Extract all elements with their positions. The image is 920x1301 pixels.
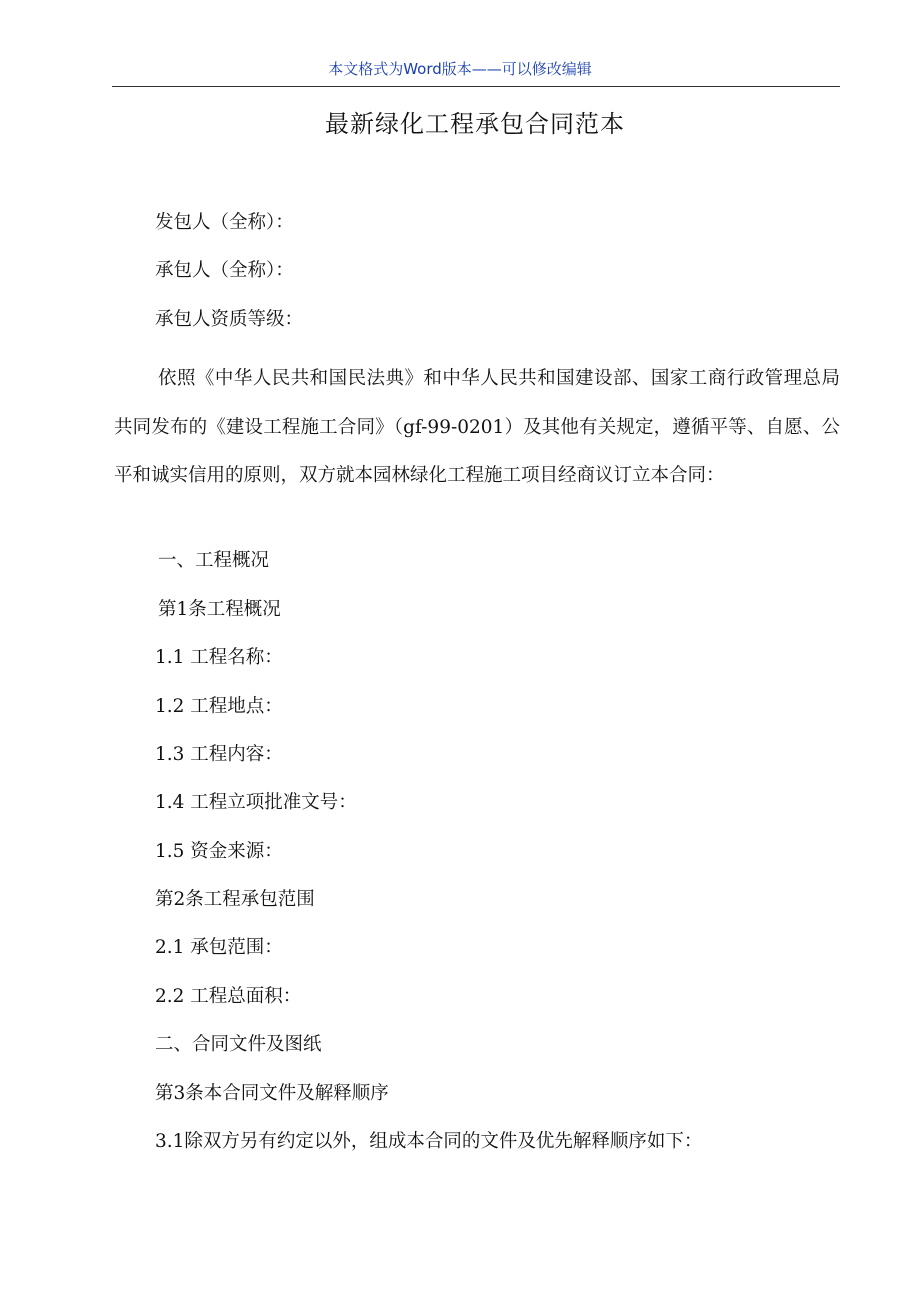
contractor-qualification-field: 承包人资质等级：	[155, 309, 304, 330]
article-heading: 第1条工程概况	[158, 599, 281, 620]
clause-line: 2.2 工程总面积：	[155, 986, 302, 1007]
article-heading: 第3条本合同文件及解释顺序	[155, 1083, 389, 1104]
header-divider	[112, 86, 840, 87]
article-heading: 第2条工程承包范围	[155, 889, 315, 910]
section-heading: 二、合同文件及图纸	[155, 1034, 322, 1055]
document-title: 最新绿化工程承包合同范本	[325, 110, 625, 138]
header-note: 本文格式为Word版本——可以修改编辑	[328, 60, 592, 78]
section-heading: 一、工程概况	[158, 550, 270, 571]
clause-line: 1.1 工程名称：	[155, 647, 283, 668]
clause-line: 2.1 承包范围：	[155, 937, 283, 958]
employer-field: 发包人（全称）：	[155, 212, 294, 233]
clause-line: 3.1除双方另有约定以外，组成本合同的文件及优先解释顺序如下：	[155, 1131, 703, 1152]
clause-line: 1.3 工程内容：	[155, 744, 283, 765]
contractor-field: 承包人（全称）：	[155, 260, 294, 281]
clause-line: 1.5 资金来源：	[155, 841, 283, 862]
clause-line: 1.4 工程立项批准文号：	[155, 792, 357, 813]
clause-line: 1.2 工程地点：	[155, 696, 283, 717]
preamble-paragraph: 依照《中华人民共和国民法典》和中华人民共和国建设部、国家工商行政管理总局共同发布的《建设工程施工合同》（gf-99-0201）及其他有关规定，遵循平等、自愿、公平和诚实信用的原则，双方就本园林绿化工程施工项目经商议订立本合同：	[114, 368, 840, 487]
